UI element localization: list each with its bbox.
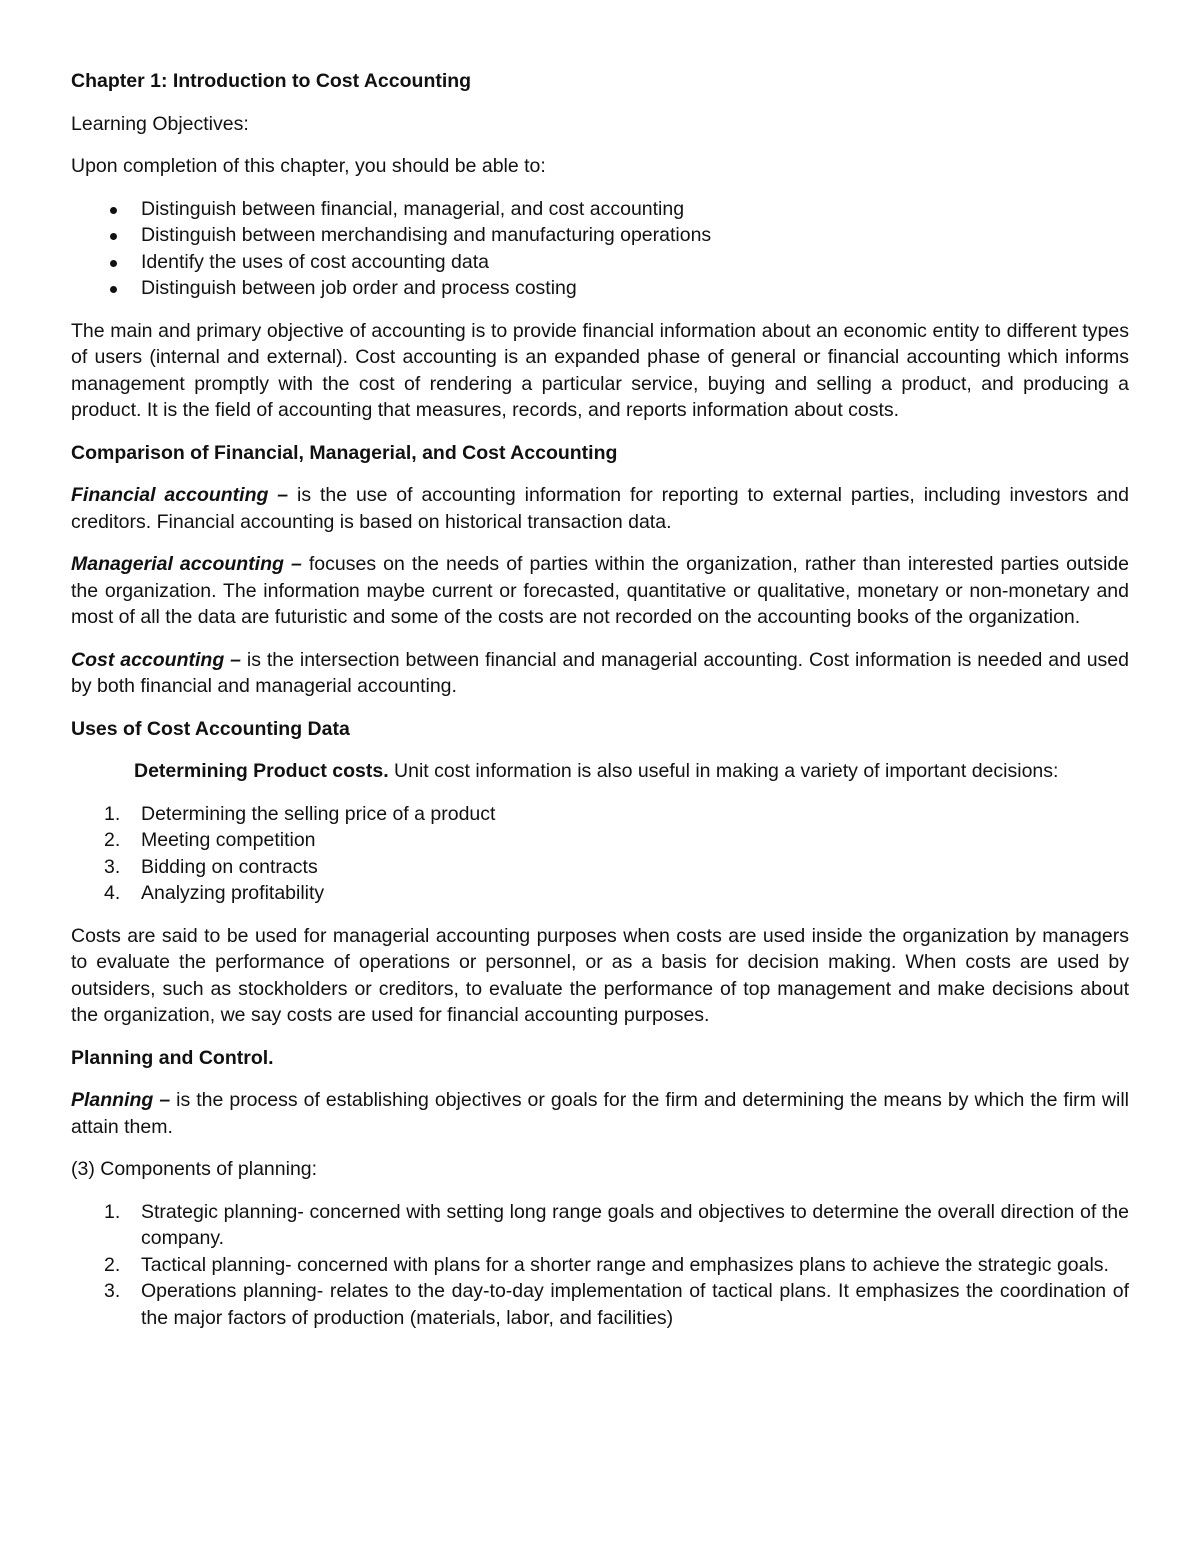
list-item <box>71 196 1129 223</box>
list-item <box>71 1252 1129 1279</box>
bullet-icon <box>110 260 117 267</box>
list-item <box>71 222 1129 249</box>
objective-text: Distinguish between financial, managerial, and cost accounting <box>141 197 685 220</box>
decision-text: Analyzing profitability <box>141 882 325 904</box>
list-item <box>71 880 1129 907</box>
list-number: 1. <box>104 1200 121 1223</box>
bullet-icon <box>110 233 117 240</box>
objective-text: Distinguish between merchandising and manufacturing operations <box>141 224 712 246</box>
list-item <box>71 249 1129 276</box>
list-item <box>71 854 1129 881</box>
list-number: 3. <box>104 1280 121 1302</box>
planning-heading: Planning and Control. <box>71 1046 274 1069</box>
chapter-title: Chapter 1: Introduction to Cost Accounting <box>71 70 472 92</box>
financial-accounting-text: is the use of accounting information for reporting to external parties, including investors and creditors. Financial accounting is based on historical transaction data. <box>71 484 1129 533</box>
component-text: Tactical planning- concerned with plans for a shorter range and emphasizes plans to achieve the strategic goals. <box>141 1253 1109 1276</box>
uses-heading: Uses of Cost Accounting Data <box>71 717 350 740</box>
list-number: 2. <box>104 1253 121 1276</box>
list-number: 1. <box>104 802 121 825</box>
list-number: 2. <box>104 829 121 851</box>
intro-line: Upon completion of this chapter, you should be able to: <box>71 155 546 177</box>
component-text: Strategic planning- concerned with setting long range goals and objectives to determine the overall direction of the company. <box>141 1200 1129 1249</box>
list-item <box>71 275 1129 302</box>
managerial-accounting-definition <box>71 551 1129 631</box>
list-item <box>71 801 1129 828</box>
decision-text: Determining the selling price of a product <box>141 802 496 825</box>
list-item <box>71 1278 1129 1331</box>
cost-accounting-definition <box>71 647 1129 700</box>
managerial-accounting-term: Managerial accounting – <box>71 553 302 575</box>
list-number: 3. <box>104 855 121 878</box>
bullet-icon <box>110 286 117 293</box>
list-item <box>71 827 1129 854</box>
decision-text: Meeting competition <box>141 829 316 851</box>
product-costs-text: Unit cost information is also useful in making a variety of important decisions: <box>388 760 1059 782</box>
planning-definition <box>71 1087 1129 1140</box>
objective-text: Identify the uses of cost accounting data <box>141 250 489 273</box>
planning-term: Planning – <box>71 1089 171 1111</box>
decisions-list <box>71 801 1129 907</box>
list-item <box>71 1199 1129 1252</box>
financial-accounting-term: Financial accounting – <box>71 484 289 506</box>
cost-accounting-term: Cost accounting – <box>71 648 241 671</box>
main-paragraph: The main and primary objective of accounting is to provide financial information about an economic entity to different types of users (internal and external). Cost accounting is an expanded phase of general or financial accounting which informs management promptly with the cost of rendering a particular service, buying and selling a product, and producing a product. It is the field of accounting that measures, records, and reports information about costs. <box>71 319 1129 421</box>
learning-objectives-label: Learning Objectives: <box>71 112 249 135</box>
list-number: 4. <box>104 882 121 904</box>
objective-text: Distinguish between job order and process costing <box>141 277 577 299</box>
decision-text: Bidding on contracts <box>141 855 318 878</box>
document-page <box>71 68 1129 1347</box>
comparison-heading: Comparison of Financial, Managerial, and Cost Accounting <box>71 441 618 464</box>
bullet-icon <box>110 207 117 214</box>
components-list <box>71 1199 1129 1332</box>
product-costs-paragraph <box>71 758 1129 785</box>
managerial-accounting-text: focuses on the needs of parties within the organization, rather than interested parties outside the organization. The information maybe current or forecasted, quantitative or qualitative, monetary or non-monetary and most of all the data are futuristic and some of the costs are not recorded on the accounting books of the organization. <box>71 553 1130 628</box>
objectives-list <box>71 196 1129 302</box>
cost-accounting-text: is the intersection between financial and managerial accounting. Cost information is needed and used by both financial and managerial accounting. <box>71 648 1129 697</box>
financial-accounting-definition <box>71 482 1129 535</box>
component-text: Operations planning- relates to the day-to-day implementation of tactical plans. It emphasizes the coordination of the major factors of production (materials, labor, and facilities) <box>141 1280 1129 1329</box>
planning-text: is the process of establishing objectives or goals for the firm and determining the means by which the firm will attain them. <box>71 1089 1129 1138</box>
components-label: (3) Components of planning: <box>71 1158 318 1180</box>
costs-paragraph: Costs are said to be used for managerial accounting purposes when costs are used inside the organization by managers to evaluate the performance of operations or personnel, or as a basis for decision making. When costs are used by outsiders, such as stockholders or creditors, to evaluate the performance of top management and make decisions about the organization, we say costs are used for financial accounting purposes. <box>71 924 1129 1026</box>
indent-spacer <box>71 760 134 782</box>
product-costs-term: Determining Product costs. <box>134 760 389 782</box>
